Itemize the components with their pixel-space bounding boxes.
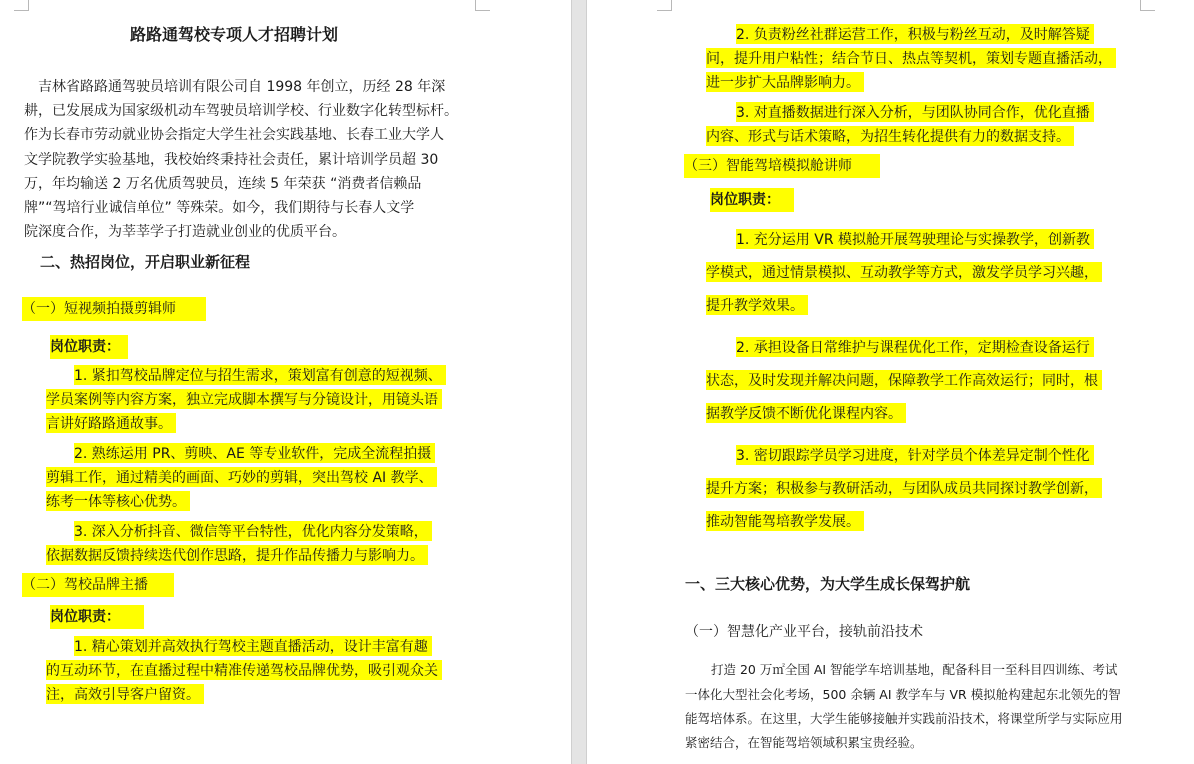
duty-item-line: 进一步扩大品牌影响力。 (706, 72, 864, 92)
duty-item-line: 学模式，通过情景模拟、互动教学等方式，激发学员学习兴趣， (706, 262, 1102, 282)
body-line: 能驾培体系。在这里，大学生能够接触并实践前沿技术，将课堂所学与实际应用 (685, 711, 1123, 726)
duty-item-line: 3. 深入分析抖音、微信等平台特性，优化内容分发策略， (74, 521, 432, 541)
document-page-right (587, 0, 1194, 764)
duty-item-line: 3. 对直播数据进行深入分析，与团队协同合作，优化直播 (736, 102, 1094, 122)
duty-item-line: 1. 充分运用 VR 模拟舱开展驾驶理论与实操教学，创新教 (736, 229, 1094, 249)
duty-item-line: 状态，及时发现并解决问题，保障教学工作高效运行；同时，根 (706, 370, 1102, 390)
duty-item-line: 练考一体等核心优势。 (46, 491, 190, 511)
duty-item-line: 2. 承担设备日常维护与课程优化工作，定期检查设备运行 (736, 337, 1094, 357)
job-title: （二）驾校品牌主播 (22, 573, 174, 597)
intro-line: 作为长春市劳动就业协会指定大学生社会实践基地、长春工业大学人 (24, 127, 444, 143)
duty-item-line: 据教学反馈不断优化课程内容。 (706, 403, 906, 423)
intro-line: 文学院教学实验基地，我校始终秉持社会责任，累计培训学员超 30 (24, 152, 439, 168)
duty-label: 岗位职责： (710, 188, 794, 212)
duty-label: 岗位职责： (50, 335, 128, 359)
duty-item-line: 推动智能驾培教学发展。 (706, 511, 864, 531)
margin-mark (1140, 0, 1155, 11)
duty-item-line: 3. 密切跟踪学员学习进度，针对学员个体差异定制个性化 (736, 445, 1094, 465)
document-page-left (0, 0, 571, 764)
duty-item-line: 的互动环节，在直播过程中精准传递驾校品牌优势，吸引观众关 (46, 660, 442, 680)
margin-mark (657, 0, 672, 11)
body-line: 打造 20 万㎡全国 AI 智能学车培训基地，配备科目一至科目四训练、考试 (711, 662, 1118, 677)
duty-item-line: 2. 负责粉丝社群运营工作，积极与粉丝互动，及时解答疑 (736, 24, 1094, 44)
intro-line: 院深度合作，为莘莘学子打造就业创业的优质平台。 (24, 224, 346, 240)
intro-line: 吉林省路路通驾驶员培训有限公司自 1998 年创立，历经 28 年深 (38, 79, 446, 95)
duty-item-line: 问，提升用户粘性；结合节日、热点等契机，策划专题直播活动， (706, 48, 1116, 68)
intro-line: 耕，已发展成为国家级机动车驾驶员培训学校、行业数字化转型标杆。 (24, 103, 458, 119)
duty-item-line: 剪辑工作，通过精美的画面、巧妙的剪辑，突出驾校 AI 教学、 (46, 467, 437, 487)
duty-item-line: 1. 精心策划并高效执行驾校主题直播活动，设计丰富有趣 (74, 636, 432, 656)
page-title: 路路通驾校专项人才招聘计划 (130, 25, 339, 44)
intro-line: 万，年均输送 2 万名优质驾驶员，连续 5 年荣获 “消费者信赖品 (24, 176, 422, 192)
duty-item-line: 学员案例等内容方案，独立完成脚本撰写与分镜设计，用镜头语 (46, 389, 442, 409)
duty-item-line: 1. 紧扣驾校品牌定位与招生需求，策划富有创意的短视频、 (74, 365, 446, 385)
section-heading: 二、热招岗位，开启职业新征程 (40, 253, 251, 271)
body-line: 一体化大型社会化考场，500 余辆 AI 教学车与 VR 模拟舱构建起东北领先的智 (685, 687, 1121, 702)
duty-label: 岗位职责： (50, 605, 144, 629)
body-line: 紧密结合，在智能驾培领域积累宝贵经验。 (685, 735, 923, 750)
job-title: （三）智能驾培模拟舱讲师 (684, 154, 880, 178)
duty-item-line: 注，高效引导客户留资。 (46, 684, 204, 704)
duty-item-line: 2. 熟练运用 PR、剪映、AE 等专业软件，完成全流程拍摄 (74, 443, 435, 463)
page-gutter (571, 0, 587, 764)
duty-item-line: 言讲好路路通故事。 (46, 413, 176, 433)
section-heading: 一、三大核心优势，为大学生成长保驾护航 (685, 575, 971, 593)
sub-heading: （一）智慧化产业平台，接轨前沿技术 (685, 624, 923, 640)
duty-item-line: 依据数据反馈持续迭代创作思路，提升作品传播力与影响力。 (46, 545, 428, 565)
margin-mark (475, 0, 490, 11)
duty-item-line: 提升教学效果。 (706, 295, 808, 315)
duty-item-line: 内容、形式与话术策略，为招生转化提供有力的数据支持。 (706, 126, 1074, 146)
duty-item-line: 提升方案；积极参与教研活动，与团队成员共同探讨教学创新， (706, 478, 1102, 498)
job-title: （一）短视频拍摄剪辑师 (22, 297, 206, 321)
margin-mark (14, 0, 29, 11)
intro-line: 牌”“驾培行业诚信单位” 等殊荣。如今，我们期待与长春人文学 (24, 200, 415, 216)
